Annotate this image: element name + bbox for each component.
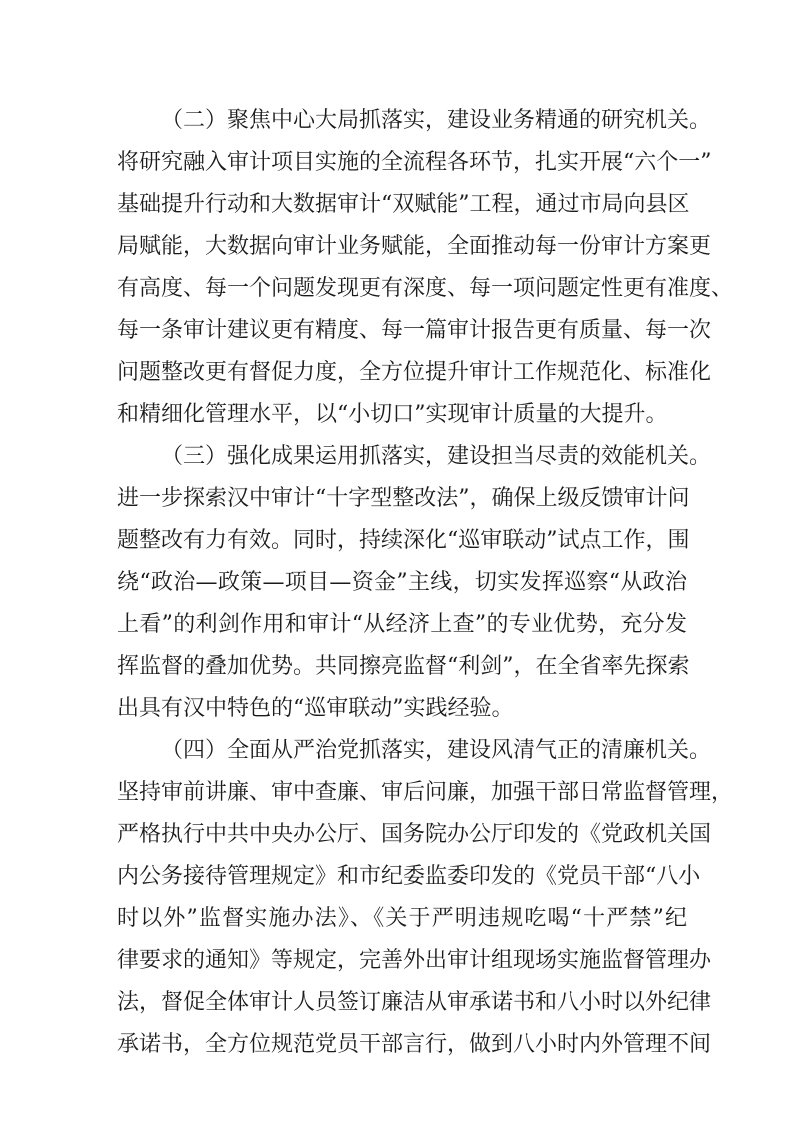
body-line: 坚持审前讲廉、审中查廉、审后问廉，加强干部日常监督管理， bbox=[117, 780, 734, 805]
body-line: 进一步探索汉中审计“十字型整改法”，确保上级反馈审计问 bbox=[117, 486, 690, 511]
heading-line-3: （三）强化成果运用抓落实，建设担当尽责的效能机关。 bbox=[161, 444, 712, 469]
body-line: 挥监督的叠加优势。共同擦亮监督“利剑”，在全省率先探索 bbox=[117, 654, 690, 679]
body-line: 上看”的利剑作用和审计“从经济上查”的专业优势，充分发 bbox=[117, 612, 687, 637]
body-line: 严格执行中共中央办公厅、国务院办公厅印发的《党政机关国 bbox=[117, 822, 712, 847]
body-line: 每一条审计建议更有精度、每一篇审计报告更有质量、每一次 bbox=[117, 318, 712, 343]
body-line: 绕“政治—政策—项目—资金”主线，切实发挥巡察“从政治 bbox=[117, 570, 687, 595]
body-line: 律要求的通知》等规定，完善外出审计组现场实施监督管理办 bbox=[117, 948, 712, 973]
body-line: 题整改有力有效。同时，持续深化“巡审联动”试点工作，围 bbox=[117, 528, 690, 553]
body-line: 出具有汉中特色的“巡审联动”实践经验。 bbox=[117, 696, 514, 721]
body-line: 将研究融入审计项目实施的全流程各环节，扎实开展“六个一” bbox=[117, 150, 712, 175]
body-line: 基础提升行动和大数据审计“双赋能”工程，通过市局向县区 bbox=[117, 192, 690, 217]
body-line: 承诺书，全方位规范党员干部言行，做到八小时内外管理不间 bbox=[117, 1032, 712, 1057]
body-line: 内公务接待管理规定》和市纪委监委印发的《党员干部“八小 bbox=[117, 864, 701, 889]
body-line: 局赋能，大数据向审计业务赋能，全面推动每一份审计方案更 bbox=[117, 234, 712, 259]
body-line: 和精细化管理水平，以“小切口”实现审计质量的大提升。 bbox=[117, 402, 668, 427]
heading-line-2: （二）聚焦中心大局抓落实，建设业务精通的研究机关。 bbox=[161, 108, 712, 133]
body-line: 有高度、每一个问题发现更有深度、每一项问题定性更有准度、 bbox=[117, 276, 734, 301]
body-line: 时以外”监督实施办法》、《关于严明违规吃喝“十严禁”纪 bbox=[117, 906, 687, 931]
body-line: 法，督促全体审计人员签订廉洁从审承诺书和八小时以外纪律 bbox=[117, 990, 712, 1015]
heading-line-4: （四）全面从严治党抓落实，建设风清气正的清廉机关。 bbox=[161, 738, 712, 763]
body-line: 问题整改更有督促力度，全方位提升审计工作规范化、标准化 bbox=[117, 360, 712, 385]
